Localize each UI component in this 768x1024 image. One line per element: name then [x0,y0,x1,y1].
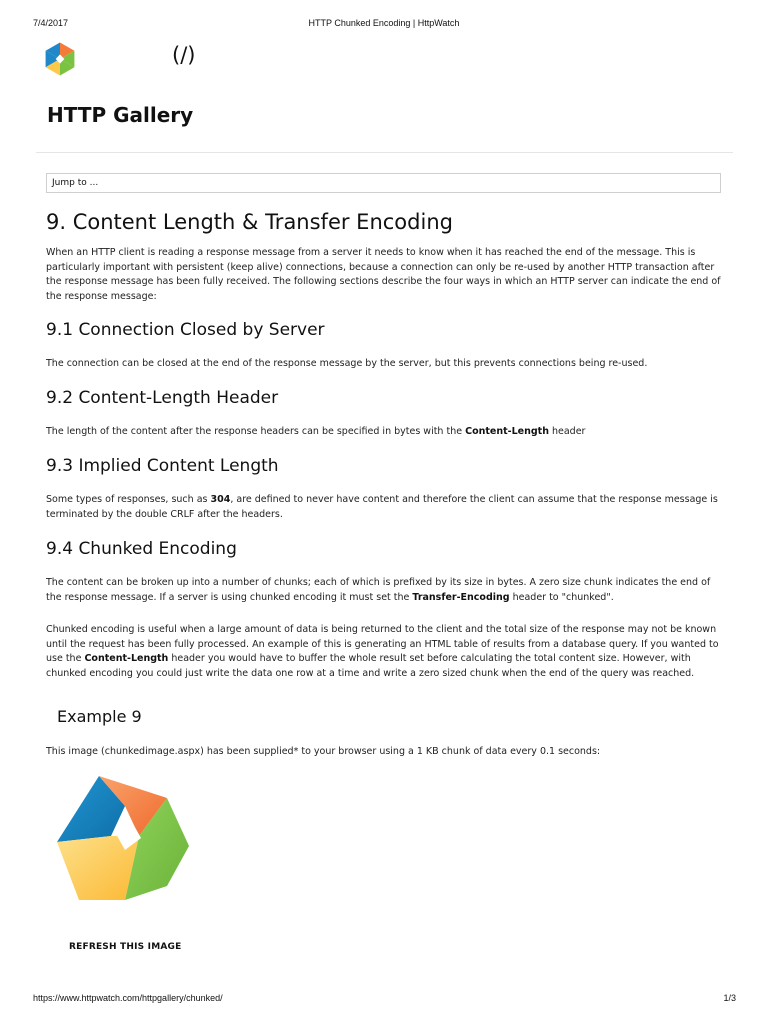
heading-chunked-encoding: 9.4 Chunked Encoding [46,539,237,559]
print-page-number: 1/3 [723,993,736,1003]
example-title: Example 9 [57,707,142,726]
content-length-term: Content-Length [465,426,549,437]
example-text: This image (chunkedimage.aspx) has been supplied* to your browser using a 1 KB chunk of data every 0.1 seconds: [46,746,601,757]
print-date: 7/4/2017 [33,18,69,28]
print-page-title: HTTP Chunked Encoding | HttpWatch [308,18,460,28]
status-304-term: 304 [210,494,231,505]
intro-paragraph: When an HTTP client is reading a response message from a server it needs to know when it has reached the end of the message. This is particularly important with persistent (keep alive) connections, because a connection can only be re-used by another HTTP transaction after the response message has been fully received. The following sections describe the four ways in which an HTTP server can indicate the end of the response message: [46,247,721,302]
heading-content-length: 9.2 Content-Length Header [46,388,279,408]
implied-length-text: Some types of responses, such as 304, are defined to never have content and therefore the client can assume that the response message is terminated by the double CRLF after the headers. [46,494,718,520]
print-header [0,18,768,32]
page-title: HTTP Gallery [47,103,194,127]
heading-connection-closed: 9.1 Connection Closed by Server [46,320,325,340]
connection-closed-text: The connection can be closed at the end of the response message by the server, but this prevents connections being re-used. [46,358,648,369]
jump-to-select[interactable]: Jump to ... [46,173,721,193]
chunked-logo-image [55,776,191,902]
header-divider [36,152,733,153]
transfer-encoding-term: Transfer-Encoding [412,591,510,603]
content-length-text: The length of the content after the response headers can be specified in bytes with the Content-Length header [46,426,586,437]
section-title: 9. Content Length & Transfer Encoding [46,210,453,234]
chunked-paragraph-2: Chunked encoding is useful when a large amount of data is being returned to the client and the total size of the response may not be known until the request has been fully processed. An example of this is generating an HTML table of results from a database query. If you wanted to use the Content-Length header you would have to buffer the whole result set before calculating the total content size. However, with chunked encoding you could just write the data one row at a time and write a zero sized chunk when the end of the query was reached. [46,624,719,679]
print-url: https://www.httpwatch.com/httpgallery/chunked/ [33,993,223,1003]
chunked-paragraph-1: The content can be broken up into a number of chunks; each of which is prefixed by its size in bytes. A zero size chunk indicates the end of the response message. If a server is using chunked encoding it must set the Transfer-Encoding header to "chunked". [46,577,711,603]
httpwatch-logo-icon[interactable] [42,41,78,77]
refresh-image-link[interactable]: REFRESH THIS IMAGE [69,942,182,952]
heading-implied-length: 9.3 Implied Content Length [46,456,279,476]
home-link[interactable]: (/) [172,43,196,67]
content-length-term-2: Content-Length [84,653,169,664]
